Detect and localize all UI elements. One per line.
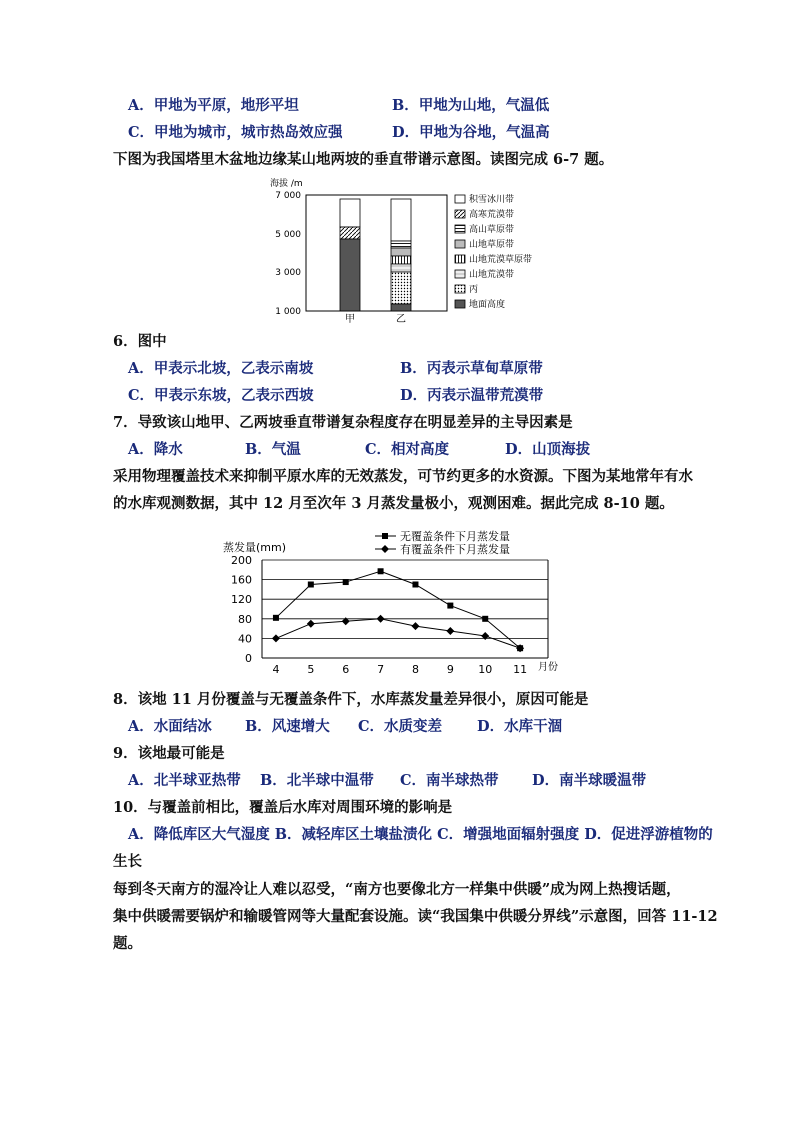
q7-option-a: A．降水 [128,441,183,458]
chart-xtick-label: 10 [478,663,493,676]
diamond-data-point [446,627,454,635]
chart-ytick-label: 80 [238,612,252,626]
legend-swatch [455,225,465,233]
q7-option-d: D．山顶海拔 [505,441,591,458]
legend-swatch [455,300,465,308]
legend-label: 积雪冰川带 [469,195,515,205]
square-data-point [412,582,418,588]
legend-label: 无覆盖条件下月蒸发量 [400,530,510,543]
q7-stem: 7．导致该山地甲、乙两坡垂直带谱复杂程度存在明显差异的主导因素是 [113,414,573,431]
chart-xtick-label: 4 [272,663,280,676]
legend-diamond-marker [381,545,389,553]
legend-swatch [455,255,465,263]
yi-mountain-grassland-belt [391,248,411,256]
chart-xtick-label: 6 [342,663,350,676]
q6-option-c: C．甲表示东坡，乙表示西坡 [128,387,314,404]
yi-bing-belt [391,272,411,304]
jia-alpine-desert-belt [340,227,360,239]
q8-option-c: C．水质变差 [358,718,443,735]
square-data-point [308,582,314,588]
chart-ytick-label: 120 [231,593,252,607]
intro-11-12-line2: 集中供暖需要锅炉和输暖管网等大量配套设施。读“我国集中供暖分界线”示意图，回答 11-12 [113,908,718,925]
q9-option-b: B．北半球中温带 [260,772,374,789]
q8-stem: 8．该地 11 月份覆盖与无覆盖条件下，水库蒸发量差异很小，原因可能是 [113,691,589,708]
legend-label: 山地荒漠草原带 [469,255,533,265]
legend-swatch [455,270,465,278]
legend-swatch [455,195,465,203]
vertical-belt-figure [268,176,568,324]
diamond-data-point [411,622,419,630]
legend-label: 山地荒漠带 [469,270,515,280]
intro-11-12-line3: 题。 [113,935,142,952]
square-data-point [378,568,384,574]
legend-label: 山地草原带 [469,240,515,250]
chart-xtick-label: 7 [377,663,385,676]
intro-6-7: 下图为我国塔里木盆地边缘某山地两坡的垂直带谱示意图。读图完成 6-7 题。 [113,151,614,168]
diamond-data-point [307,620,315,628]
q5-option-c: C．甲地为城市，城市热岛效应强 [128,124,343,141]
q10-stem: 10．与覆盖前相比，覆盖后水库对周围环境的影响是 [113,799,453,816]
q6-option-b: B．丙表示草甸草原带 [400,360,543,377]
q9-stem: 9．该地最可能是 [113,745,225,762]
legend-swatch [455,240,465,248]
chart-xtick-label: 9 [446,663,454,676]
q9-option-c: C．南半球热带 [400,772,499,789]
fig1-ylabel: 海拔 /m [270,179,303,189]
fig1-ytick: 1 000 [275,307,301,317]
q10-options: A．降低库区大气湿度 B．减轻库区土壤盐渍化 C．增强地面辐射强度 D．促进浮游植物的 [128,826,713,843]
q8-option-d: D．水库干涸 [477,718,563,735]
chart-ytick-label: 40 [238,632,252,646]
legend-label: 高寒荒漠带 [469,210,515,220]
legend-square-marker [382,533,388,539]
fig1-ytick: 7 000 [275,191,301,201]
fig1-xcat: 甲 [345,314,355,324]
chart-ylabel: 蒸发量(mm) [223,541,287,554]
yi-alpine-grassland-belt [391,241,411,248]
square-data-point [482,616,488,622]
q10-options-cont: 生长 [113,853,142,870]
q6-option-d: D．丙表示温带荒漠带 [400,387,544,404]
q5-option-d: D．甲地为谷地，气温高 [392,124,550,141]
q9-option-a: A．北半球亚热带 [128,772,241,789]
square-data-point [447,603,453,609]
square-data-point [273,615,279,621]
fig1-frame [306,195,447,311]
intro-8-10-line1: 采用物理覆盖技术来抑制平原水库的无效蒸发，可节约更多的水资源。下图为某地常年有水 [113,468,693,485]
q6-stem: 6．图中 [113,333,167,350]
legend-swatch [455,210,465,218]
fig1-ytick: 5 000 [275,230,301,240]
yi-ground-height [391,304,411,311]
jia-ground-height [340,239,360,311]
legend-label: 丙 [469,285,479,295]
legend-label: 地面高度 [469,300,506,310]
jia-snow-belt [340,199,360,227]
chart-xtick-label: 11 [513,663,528,676]
yi-mountain-desert-belt [391,264,411,272]
chart-xtick-label: 8 [411,663,419,676]
intro-11-12-line1: 每到冬天南方的湿冷让人难以忍受，“南方也要像北方一样集中供暖”成为网上热搜话题， [113,881,681,898]
fig1-ytick: 3 000 [275,268,301,278]
chart-ytick-label: 0 [245,652,252,665]
legend-swatch [455,285,465,293]
chart-ytick-label: 160 [231,573,252,587]
q9-option-d: D．南半球暖温带 [532,772,647,789]
square-data-point [343,579,349,585]
yi-snow-belt [391,199,411,241]
legend-label: 有覆盖条件下月蒸发量 [400,543,510,556]
q5-option-a: A．甲地为平原，地形平坦 [128,97,299,114]
fig1-xcat: 乙 [396,314,406,324]
chart-xlabel: 月份 [538,662,558,673]
q8-option-a: A．水面结冰 [128,718,212,735]
chart-ytick-label: 200 [231,554,252,567]
diamond-data-point [272,634,280,642]
evaporation-line-chart [218,530,580,680]
diamond-data-point [377,615,385,623]
q8-option-b: B．风速增大 [245,718,330,735]
legend-label: 高山草原带 [469,225,515,235]
q7-option-c: C．相对高度 [365,441,450,458]
chart-xtick-label: 5 [307,663,315,676]
q7-option-b: B．气温 [245,441,301,458]
yi-desert-steppe-belt [391,256,411,264]
q5-option-b: B．甲地为山地，气温低 [392,97,550,114]
intro-8-10-line2: 的水库观测数据，其中 12 月至次年 3 月蒸发量极小，观测困难。据此完成 8-10 题。 [113,495,674,512]
q6-option-a: A．甲表示北坡，乙表示南坡 [128,360,314,377]
